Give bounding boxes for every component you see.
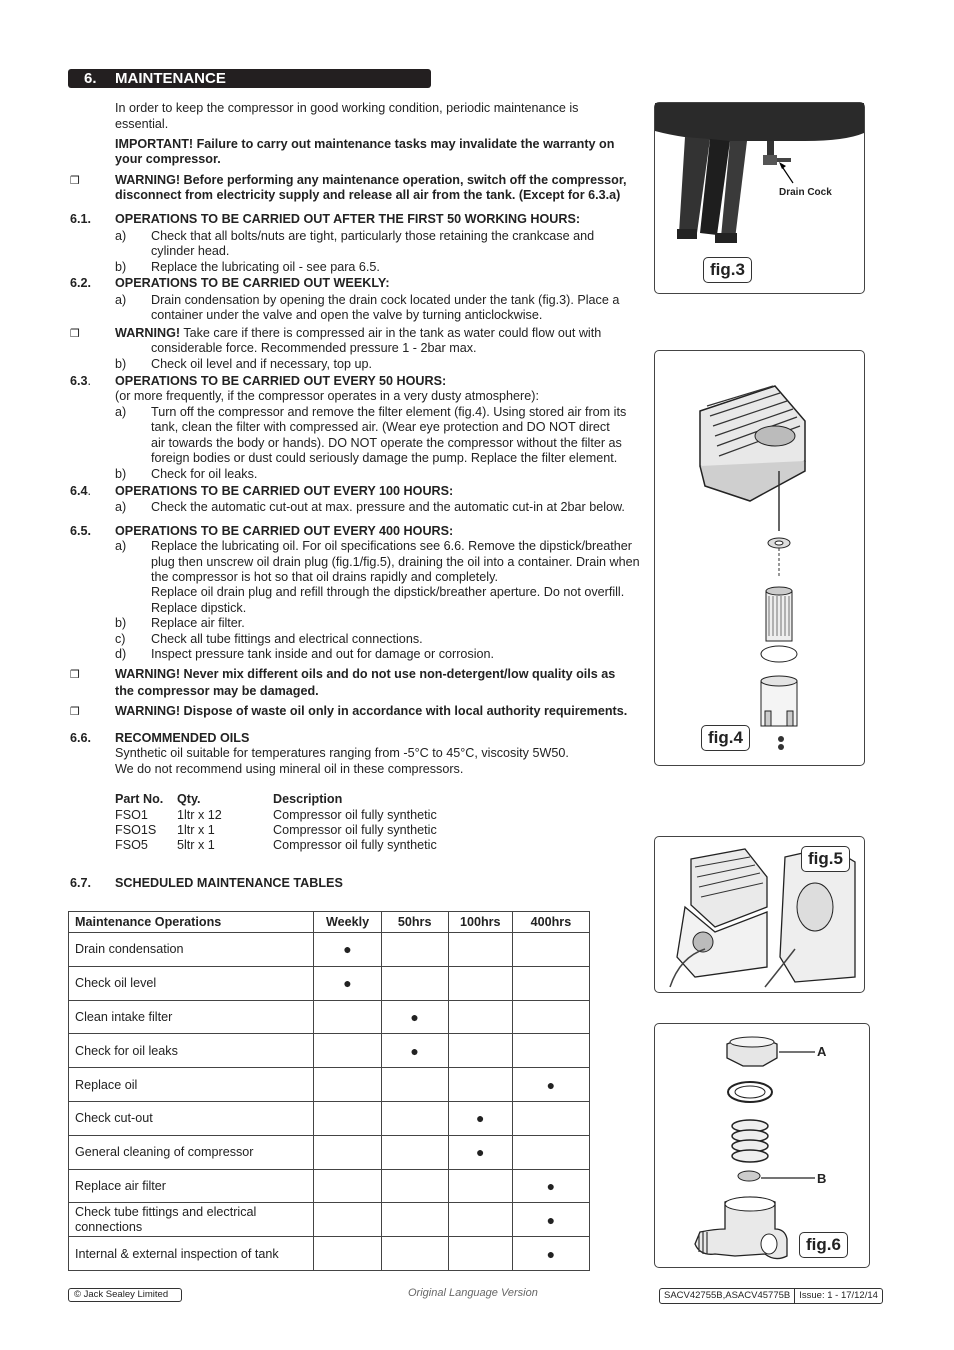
- callout-a: A: [817, 1044, 827, 1059]
- schedule-mark: [448, 1068, 512, 1102]
- warning-note: WARNING! Never mix different oils and do not use non-detergent/low quality oils as: [115, 667, 616, 681]
- schedule-mark: [512, 933, 589, 967]
- list-item: air towards the body or hands). DO NOT operate the compressor without the filter as: [151, 436, 622, 450]
- list-item: tank, clean the filter with compressed air. (Wear eye protection and DO NOT direct: [151, 420, 610, 434]
- list-marker: c): [115, 632, 126, 646]
- table-row: [69, 1203, 590, 1237]
- oil-description: Compressor oil fully synthetic: [273, 823, 437, 837]
- warning-note: disconnect from electricity supply and release all air from the tank. (Except for 6.3.a): [115, 188, 621, 202]
- oil-qty: 5ltr x 1: [177, 838, 215, 852]
- operation-cell: Replace oil: [69, 1068, 314, 1102]
- oil-table-header: Qty.: [177, 792, 201, 806]
- section-header-bar: [68, 69, 431, 88]
- schedule-mark: [314, 1203, 381, 1237]
- oil-text: Synthetic oil suitable for temperatures ranging from -5°C to 45°C, viscosity 5W50.: [115, 746, 569, 760]
- footer-issue: Issue: 1 - 17/12/14: [799, 1290, 878, 1301]
- section-heading: SCHEDULED MAINTENANCE TABLES: [115, 876, 343, 890]
- figure-3-panel: [654, 102, 865, 294]
- figure-5-panel: [654, 836, 865, 993]
- air-filter-exploded-illustration: [655, 351, 864, 765]
- section-heading: OPERATIONS TO BE CARRIED OUT AFTER THE FIRST 50 WORKING HOURS:: [115, 212, 581, 226]
- list-item: Replace the lubricating oil. For oil specifications see 6.6. Remove the dipstick/breather: [151, 539, 632, 553]
- table-row: [69, 1237, 590, 1271]
- schedule-mark: [448, 1000, 512, 1034]
- warning-note: considerable force. Recommended pressure 1 - 2bar max.: [151, 341, 477, 355]
- oil-description: Compressor oil fully synthetic: [273, 808, 437, 822]
- schedule-mark: ●: [381, 1034, 448, 1068]
- warning-note: WARNING! Take care if there is compressed air in the tank as water could flow out with: [115, 326, 602, 340]
- section-heading: OPERATIONS TO BE CARRIED OUT EVERY 400 HOURS:: [115, 524, 454, 538]
- table-header-row: [69, 912, 590, 933]
- section-number: 6.7.: [70, 876, 92, 890]
- schedule-mark: [512, 1000, 589, 1034]
- operation-cell: Check for oil leaks: [69, 1034, 314, 1068]
- figure-4-panel: [654, 350, 865, 766]
- operation-cell: Check tube fittings and electrical connections: [69, 1203, 314, 1237]
- figure-5-label: fig.5: [801, 846, 850, 872]
- table-row: [69, 1000, 590, 1034]
- list-marker: a): [115, 539, 127, 553]
- valve-exploded-illustration: [655, 1024, 869, 1267]
- table-row: [69, 933, 590, 967]
- list-item: plug then unscrew oil drain plug (fig.1/fig.5), draining the oil into a container. Drain when: [151, 555, 640, 569]
- schedule-mark: [448, 1169, 512, 1203]
- table-header-cell: 400hrs: [512, 912, 589, 933]
- operation-cell: Replace air filter: [69, 1169, 314, 1203]
- list-item: Replace dipstick.: [151, 601, 247, 615]
- table-row: [69, 1068, 590, 1102]
- oil-table-header: Description: [273, 792, 343, 806]
- section-number: 6.1.: [70, 212, 92, 226]
- schedule-mark: [448, 1034, 512, 1068]
- operation-cell: Check cut-out: [69, 1101, 314, 1135]
- schedule-mark: [512, 1101, 589, 1135]
- schedule-mark: [381, 1068, 448, 1102]
- section-number: 6.6.: [70, 731, 92, 745]
- table-row: [69, 1169, 590, 1203]
- section-number: 6.5.: [70, 524, 92, 538]
- list-marker: b): [115, 467, 127, 481]
- oil-description: Compressor oil fully synthetic: [273, 838, 437, 852]
- section-note: (or more frequently, if the compressor operates in a very dusty atmosphere):: [115, 389, 539, 403]
- schedule-mark: [512, 966, 589, 1000]
- operation-cell: Check oil level: [69, 966, 314, 1000]
- schedule-mark: [314, 1068, 381, 1102]
- oil-qty: 1ltr x 12: [177, 808, 222, 822]
- schedule-mark: [381, 966, 448, 1000]
- table-header-cell: 100hrs: [448, 912, 512, 933]
- schedule-mark: [314, 1237, 381, 1271]
- section-number: 6.: [84, 70, 97, 87]
- section-heading: OPERATIONS TO BE CARRIED OUT EVERY 50 HOURS:: [115, 374, 447, 388]
- list-item: Replace oil drain plug and refill through the dipstick/breather aperture. Do not overfill.: [151, 585, 625, 599]
- operation-cell: Internal & external inspection of tank: [69, 1237, 314, 1271]
- schedule-mark: ●: [314, 933, 381, 967]
- table-row: [69, 1135, 590, 1169]
- warning-note: WARNING! Before performing any maintenance operation, switch off the compressor,: [115, 173, 627, 187]
- table-header-cell: 50hrs: [381, 912, 448, 933]
- footer-model-issue: [659, 1288, 883, 1304]
- schedule-mark: ●: [448, 1101, 512, 1135]
- list-item: cylinder head.: [151, 244, 230, 258]
- list-item: Drain condensation by opening the drain cock located under the tank (fig.3). Place a: [151, 293, 620, 307]
- callout-b: B: [817, 1171, 827, 1186]
- list-marker: d): [115, 647, 127, 661]
- schedule-mark: [448, 1237, 512, 1271]
- important-note: IMPORTANT! Failure to carry out maintenance tasks may invalidate the warranty on: [115, 137, 615, 151]
- schedule-mark: [314, 1135, 381, 1169]
- figure-6-panel: [654, 1023, 870, 1268]
- table-header-cell: Maintenance Operations: [69, 912, 314, 933]
- operation-cell: Drain condensation: [69, 933, 314, 967]
- drain-cock-callout: Drain Cock: [779, 187, 832, 198]
- schedule-mark: ●: [314, 966, 381, 1000]
- schedule-mark: [512, 1034, 589, 1068]
- oil-qty: 1ltr x 1: [177, 823, 215, 837]
- schedule-mark: [381, 1169, 448, 1203]
- list-item: container under the valve and open the valve by turning anticlockwise.: [151, 308, 543, 322]
- schedule-mark: ●: [512, 1068, 589, 1102]
- oil-part-no: FSO1: [115, 808, 148, 822]
- schedule-mark: [381, 1237, 448, 1271]
- section-number: 6.2.: [70, 276, 92, 290]
- list-item: foreign bodies or dust could seriously damage the pump. Replace the filter element.: [151, 451, 618, 465]
- list-item: Replace air filter.: [151, 616, 245, 630]
- list-item: the compressor is hot so that oil drains rapidly and completely.: [151, 570, 498, 584]
- list-item: Turn off the compressor and remove the filter element (fig.4). Using stored air from its: [151, 405, 627, 419]
- intro-line: In order to keep the compressor in good working condition, periodic maintenance is: [115, 101, 579, 115]
- schedule-mark: [381, 1135, 448, 1169]
- list-marker: a): [115, 293, 127, 307]
- list-item: Check all tube fittings and electrical connections.: [151, 632, 423, 646]
- footer-copyright: © Jack Sealey Limited: [68, 1288, 182, 1302]
- section-title: MAINTENANCE: [115, 70, 226, 87]
- operation-cell: Clean intake filter: [69, 1000, 314, 1034]
- schedule-mark: [381, 1203, 448, 1237]
- schedule-mark: ●: [448, 1135, 512, 1169]
- section-heading: OPERATIONS TO BE CARRIED OUT WEEKLY:: [115, 276, 390, 290]
- list-marker: b): [115, 357, 127, 371]
- schedule-mark: [448, 1203, 512, 1237]
- warning-note: WARNING! Dispose of waste oil only in accordance with local authority requirements.: [115, 704, 628, 718]
- list-item: Inspect pressure tank inside and out for damage or corrosion.: [151, 647, 495, 661]
- list-marker: a): [115, 229, 127, 243]
- schedule-mark: [448, 933, 512, 967]
- figure-3-label: fig.3: [703, 257, 752, 283]
- section-number: 6.4.: [70, 484, 92, 498]
- section-heading: OPERATIONS TO BE CARRIED OUT EVERY 100 HOURS:: [115, 484, 454, 498]
- warning-note: the compressor may be damaged.: [115, 684, 319, 698]
- table-row: [69, 966, 590, 1000]
- schedule-mark: [512, 1135, 589, 1169]
- list-item: Replace the lubricating oil - see para 6.5.: [151, 260, 380, 274]
- warning-bullet-icon: ❒: [70, 705, 80, 718]
- schedule-mark: ●: [381, 1000, 448, 1034]
- table-row: [69, 1034, 590, 1068]
- schedule-mark: [314, 1169, 381, 1203]
- schedule-mark: [381, 1101, 448, 1135]
- list-item: Check oil level and if necessary, top up.: [151, 357, 372, 371]
- schedule-mark: [314, 1000, 381, 1034]
- section-heading: RECOMMENDED OILS: [115, 731, 250, 745]
- oil-part-no: FSO5: [115, 838, 148, 852]
- schedule-mark: ●: [512, 1237, 589, 1271]
- table-header-cell: Weekly: [314, 912, 381, 933]
- list-item: Check the automatic cut-out at max. pressure and the automatic cut-in at 2bar below.: [151, 500, 625, 514]
- maintenance-schedule-table: [68, 911, 590, 1271]
- oil-table-header: Part No.: [115, 792, 164, 806]
- important-note: your compressor.: [115, 152, 221, 166]
- warning-bullet-icon: ❒: [70, 668, 80, 681]
- figure-6-label: fig.6: [799, 1232, 848, 1258]
- schedule-mark: [314, 1034, 381, 1068]
- section-number: 6.3.: [70, 374, 92, 388]
- intro-line: essential.: [115, 117, 169, 131]
- list-item: Check that all bolts/nuts are tight, particularly those retaining the crankcase and: [151, 229, 595, 243]
- table-row: [69, 1101, 590, 1135]
- schedule-mark: [314, 1101, 381, 1135]
- schedule-mark: ●: [512, 1169, 589, 1203]
- list-marker: b): [115, 260, 127, 274]
- list-marker: a): [115, 405, 127, 419]
- schedule-mark: [381, 933, 448, 967]
- figure-4-label: fig.4: [701, 725, 750, 751]
- oil-part-no: FSO1S: [115, 823, 157, 837]
- list-marker: b): [115, 616, 127, 630]
- oil-text: We do not recommend using mineral oil in these compressors.: [115, 762, 464, 776]
- schedule-mark: [448, 966, 512, 1000]
- warning-bullet-icon: ❒: [70, 174, 80, 187]
- footer-models: SACV42755B,ASACV45775B: [660, 1289, 795, 1303]
- list-marker: a): [115, 500, 127, 514]
- footer-language-note: Original Language Version: [408, 1287, 538, 1299]
- warning-bullet-icon: ❒: [70, 327, 80, 340]
- list-item: Check for oil leaks.: [151, 467, 258, 481]
- schedule-mark: ●: [512, 1203, 589, 1237]
- operation-cell: General cleaning of compressor: [69, 1135, 314, 1169]
- drain-cock-illustration: [655, 103, 864, 293]
